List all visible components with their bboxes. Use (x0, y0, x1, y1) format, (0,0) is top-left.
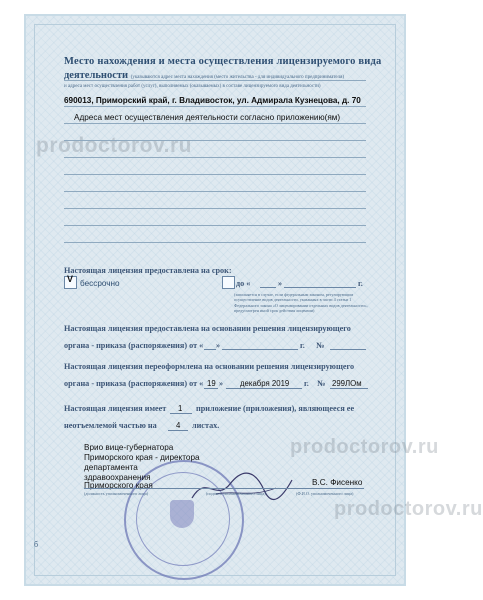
header-title: Место нахождения и места осуществления лицензируемого вида (64, 56, 382, 67)
header-note: (указываются адрес места нахождения (место жительства - для индивидуального предпринимателя) (130, 75, 345, 80)
watermark: prodoctorov.ru (36, 134, 192, 157)
address-sub: Адреса мест осуществления деятельности согласно приложению(ям) (74, 113, 341, 122)
address-main: 690013, Приморский край, г. Владивосток, ул. Адмирала Кузнецова, д. 70 (64, 96, 361, 105)
reissue-line2: органа - приказа (распоряжения) от « (64, 379, 204, 388)
until-checkbox (222, 276, 235, 289)
header-small-note: и адреса мест осуществления работ (услуг), выполняемых (оказываемых) в составе лицензируемого вида деятельности) (64, 84, 321, 89)
license-page: prodoctorov.ru prodoctorov.ru prodoctorov.ru Место нахождения и места осуществления лицензируемого вида деятельности (указываются адрес места нахождения (место жительства - для индивидуального предпринимателя) и адреса мест осуществления работ (услуг), выполняемых (оказываемых) в составе лицензируемого вида деятельности) 690013, Приморский край, г. Владивосток, ул. Адмирала Кузнецова, д. 70 Адреса мест осуществления деятельности согласно приложению(ям) Настоящая лицензия предоставлена на срок: V бессрочно до « » г. (заполняется в случае, если федеральным законом, регулирующим осуществление видов деятельности, указанных в части 4 статьи 1 Федерального закона «О лицензировании отдельных видов деятельности», предусмотрен иной срок действия лицензии) Настоящая лицензия предоставлена на основании решения лицензирующего органа - приказа (распоряжения) от « » г. № Настоящая лицензия переоформлена на основании решения лицензирующего органа - приказа (распоряжения) от « 19 » декабря 2019 г. № 299ЛОм Настоящая лицензия имеет 1 приложение (приложения), являющееся ее неотъемлемой частью на 4 листах. Врио вице-губернатора Приморского края - директора департамента здравоохранения Приморского края В.С. Фисенко (должность уполномоченного лица) (подпись уполномоченного лица) (Ф.И.О. уполномоченного лица) б (0, 0, 424, 600)
corner-mark: б (34, 540, 39, 549)
attachment-line2-b: листах. (192, 421, 220, 430)
signer-position-4: здравоохранения (84, 473, 151, 482)
basis-line2: органа - приказа (распоряжения) от « (64, 341, 204, 350)
term-fine-print: (заполняется в случае, если федеральным законом, регулирующим осуществление видов деятельности, указанных в части 4 статьи 1 Федерального закона «О лицензировании отдельных видов деятельности», предусмотрен иной срок действия лицензии) (234, 292, 368, 314)
perpetual-label: бессрочно (80, 279, 120, 288)
reissue-number: 299ЛОм (332, 379, 362, 388)
signer-position-5: Приморского края (84, 481, 153, 490)
signer-position-2: Приморского края - директора (84, 453, 200, 462)
attachment-sheets: 4 (176, 421, 181, 430)
reissue-line1: Настоящая лицензия переоформлена на основании решения лицензирующего (64, 362, 355, 371)
watermark: prodoctorov.ru (334, 498, 483, 520)
signer-name: В.С. Фисенко (312, 478, 363, 487)
attachment-line1-a: Настоящая лицензия имеет (64, 404, 167, 413)
signer-position-3: департамента (84, 463, 138, 472)
attachment-line2-a: неотъемлемой частью на (64, 421, 157, 430)
attachment-count: 1 (178, 404, 183, 413)
basis-line1: Настоящая лицензия предоставлена на основании решения лицензирующего (64, 324, 351, 333)
check-mark: V (67, 274, 74, 284)
attachment-line1-b: приложение (приложения), являющееся ее (196, 404, 355, 413)
term-label: Настоящая лицензия предоставлена на срок: (64, 266, 232, 275)
reissue-month-year: декабря 2019 (240, 379, 290, 388)
watermark: prodoctorov.ru (290, 436, 439, 458)
header-title-line2: деятельности (указываются адрес места нахождения (место жительства - для индивидуального предпринимателя) (64, 70, 345, 81)
signer-position-1: Врио вице-губернатора (84, 443, 174, 452)
reissue-day: 19 (207, 379, 216, 388)
until-label: до « (236, 279, 251, 288)
